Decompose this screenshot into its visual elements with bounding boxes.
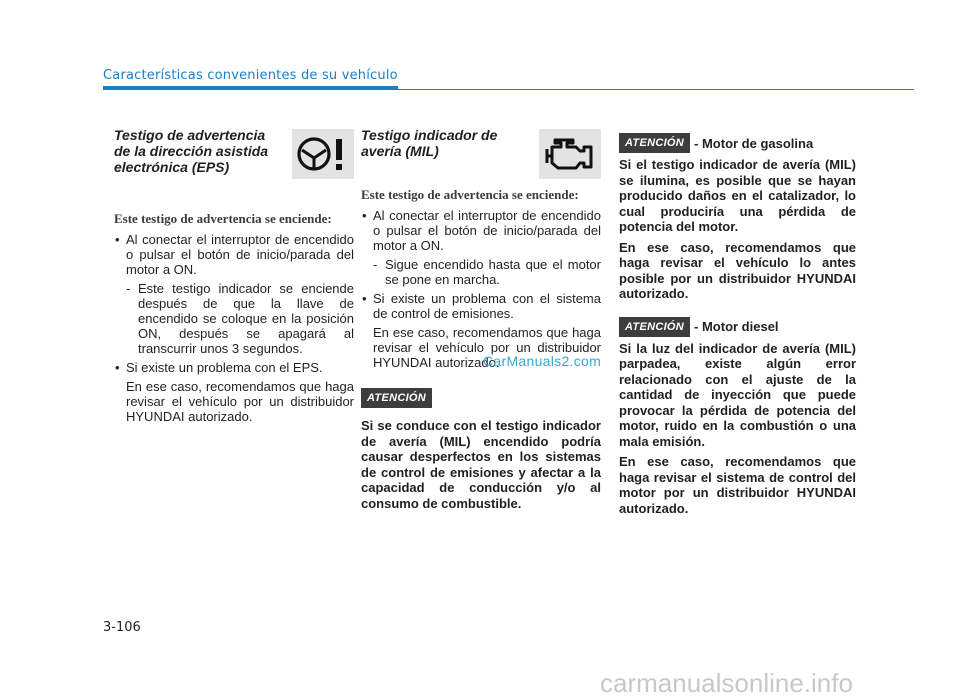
diesel-title: - Motor diesel xyxy=(694,319,779,334)
eps-sub-text: Este testigo indicador se enciende después de que la llave de encendido se coloque en la posición ON, después se apagará al transcurrir unos 3 segundos. xyxy=(138,281,354,356)
page-number: 3-106 xyxy=(103,620,141,635)
gasoline-title: - Motor de gasolina xyxy=(694,135,814,151)
eps-recommendation: En ese caso, recomendamos que haga revisar el vehículo por un distribuidor HYUNDAI autorizado. xyxy=(126,379,354,424)
mil-bullet-problem: • Si existe un problema con el sistema de control de emisiones. xyxy=(361,291,601,321)
watermark-bottom: carmanualsonline.info xyxy=(600,668,853,698)
diesel-text-1: Si la luz del indicador de avería (MIL) parpadea, existe algún error relacionado con el ajuste de la cantidad de inyección que puede provocar la pérdida de potencia del motor, ruido en la combustión o una mala emisión. xyxy=(619,340,856,449)
mil-intro: Este testigo de advertencia se enciende: xyxy=(361,187,579,202)
column-mil xyxy=(361,127,601,516)
sub-dash: - xyxy=(373,257,378,272)
eps-intro: Este testigo de advertencia se enciende: xyxy=(114,211,332,226)
mil-sub-item xyxy=(361,257,601,287)
eps-sub-item xyxy=(114,281,354,356)
gasoline-attention-row xyxy=(619,133,856,153)
mil-heading-row xyxy=(361,127,601,187)
gasoline-text-1: Si el testigo indicador de avería (MIL) se ilumina, es posible que se hayan producido daños en el catalizador, lo cual produciría una pérdida de potencia del motor. xyxy=(619,157,856,234)
mil-sub-text: Sigue encendido hasta que el motor se pone en marcha. xyxy=(385,257,601,287)
eps-warning-icon xyxy=(292,129,354,179)
gasoline-text-2: En ese caso, recomendamos que haga revisar el vehículo lo antes posible por un distribuidor HYUNDAI autorizado. xyxy=(619,239,856,301)
eps-heading: Testigo de advertencia de la dirección asistida electrónica (EPS) xyxy=(114,127,269,175)
diesel-attention-row xyxy=(619,317,856,337)
mil-bullet-ignition: • Al conectar el interruptor de encendido o pulsar el botón de inicio/parada del motor a ON. xyxy=(361,208,601,253)
header-rule-thick xyxy=(103,86,398,90)
mil-attention-text: Si se conduce con el testigo indicador de avería (MIL) encendido podría causar desperfectos en los sistemas de control de emisiones y afectar a la capacidad de conducción y/o al consumo de combustible. xyxy=(361,418,601,511)
mil-heading: Testigo indicador de avería (MIL) xyxy=(361,127,498,159)
watermark-mid: CarManuals2.com xyxy=(483,353,602,369)
section-header-title: Características convenientes de su vehículo xyxy=(103,68,398,83)
eps-bullet-problem: • Si existe un problema con el EPS. xyxy=(114,360,354,375)
attention-badge: ATENCIÓN xyxy=(619,133,690,153)
attention-badge: ATENCIÓN xyxy=(619,317,690,337)
check-engine-icon xyxy=(539,129,601,179)
header-rule-thin xyxy=(398,89,914,90)
eps-bullet-ignition: • Al conectar el interruptor de encendido o pulsar el botón de inicio/parada del motor a ON. xyxy=(114,232,354,277)
attention-badge: ATENCIÓN xyxy=(361,388,432,408)
mil-recommendation: En ese caso, recomendamos que haga revisar el vehículo por un distribuidor HYUNDAI autorizado. xyxy=(373,325,601,370)
eps-heading-row xyxy=(114,127,354,211)
sub-dash: - xyxy=(126,281,131,296)
column-engine-notes xyxy=(619,133,856,521)
column-eps xyxy=(114,127,354,428)
diesel-text-2: En ese caso, recomendamos que haga revisar el sistema de control del motor por un distribuidor HYUNDAI autorizado. xyxy=(619,454,856,516)
